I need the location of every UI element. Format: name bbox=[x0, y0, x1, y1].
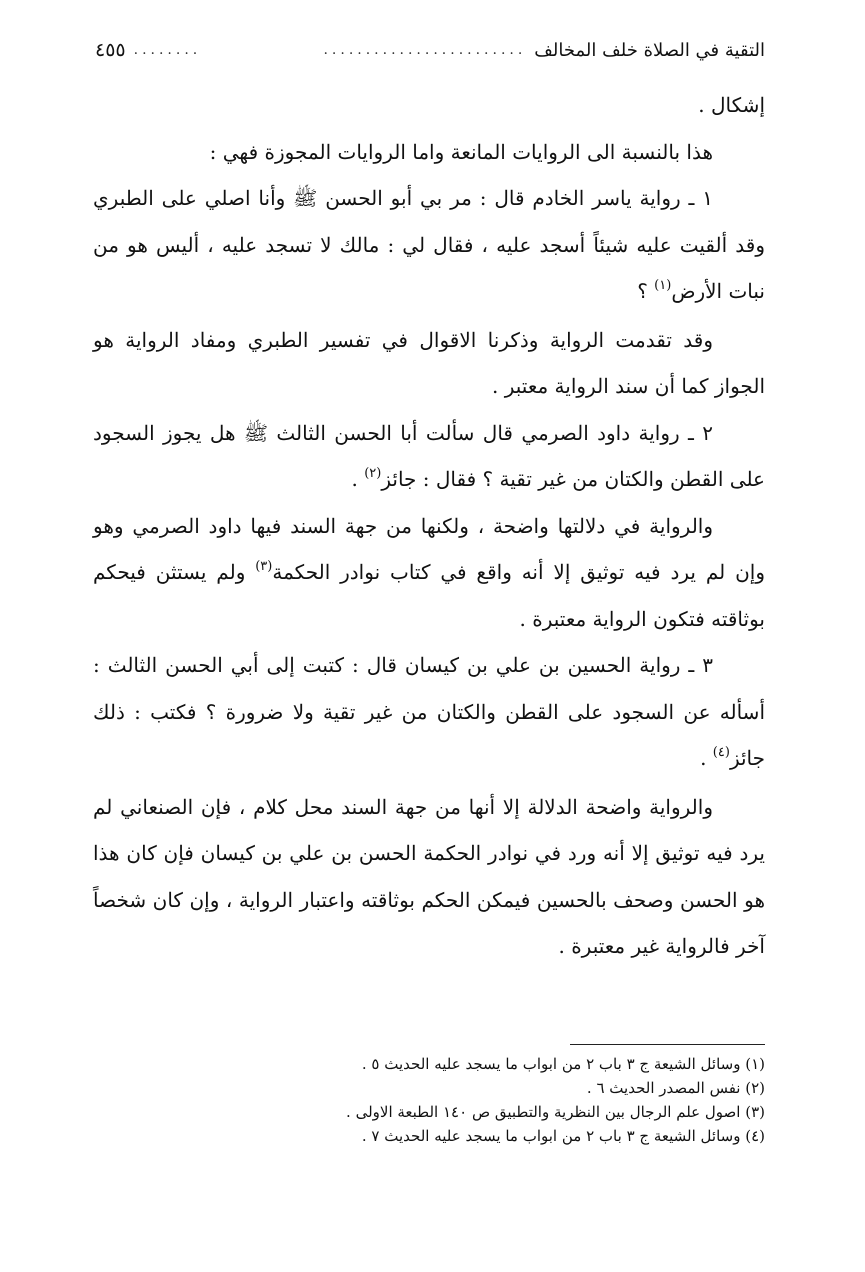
header-leader-dots-short: ........ bbox=[133, 42, 202, 58]
paragraph-6: والرواية في دلالتها واضحة ، ولكنها من جهة السند فيها داود الصرمي وهو وإن لم يرد فيه توثيق إلا أنه واقع في كتاب نوادر الحكمة$^{(٣)}$ ولم يستثن فيحكم بوثاقته فتكون الرواية معتبرة . bbox=[93, 513, 766, 631]
footnote-ref-3: (٣) bbox=[255, 559, 273, 574]
header-leader-dots: ........................ bbox=[323, 42, 527, 58]
footnote-3: (٣) اصول علم الرجال بين النظرية والتطبيق ص ١٤٠ الطبعة الاولى . bbox=[346, 1103, 765, 1121]
footnote-1: (١) وسائل الشيعة ج ٣ باب ٢ من ابواب ما يسجد عليه الحديث ٥ . bbox=[361, 1055, 765, 1073]
footnotes bbox=[240, 1052, 765, 1148]
running-header bbox=[95, 30, 765, 70]
footnote-divider bbox=[570, 1044, 765, 1045]
paragraph-5: ٢ ـ رواية داود الصرمي قال سألت أبا الحسن الثالث ﷺ هل يجوز السجود على القطن والكتان من غير تقية ؟ فقال : جائز$^{(٢)}$ . bbox=[93, 420, 765, 491]
paragraph-4: وقد تقدمت الرواية وذكرنا الاقوال في تفسير الطبري ومفاد الرواية هو الجواز كما أن سند الرواية معتبر . bbox=[93, 327, 765, 398]
footnote-ref-2: (٢) bbox=[364, 466, 382, 481]
footnote-2: (٢) نفس المصدر الحديث ٦ . bbox=[586, 1079, 765, 1097]
footnote-ref-1: (١) bbox=[654, 278, 672, 293]
page-number: ٤٥٥ bbox=[95, 39, 126, 61]
main-text bbox=[93, 82, 765, 970]
paragraph-3: ١ ـ رواية ياسر الخادم قال : مر بي أبو الحسن ﷺ وأنا اصلي على الطبري وقد ألقيت عليه شيئاً أسجد عليه ، فقال لي : مالك لا تسجد عليه ، أليس هو من نبات الأرض$^{(١)}$ ؟ bbox=[93, 186, 765, 303]
footnote-4: (٤) وسائل الشيعة ج ٣ باب ٢ من ابواب ما يسجد عليه الحديث ٧ . bbox=[361, 1127, 765, 1145]
paragraph-2: هذا بالنسبة الى الروايات المانعة واما الروايات المجوزة فهي : bbox=[209, 139, 713, 164]
paragraph-7: ٣ ـ رواية الحسين بن علي بن كيسان قال : كتبت إلى أبي الحسن الثالث : أسأله عن السجود على القطن والكتان من غير تقية ولا ضرورة ؟ فكتب : ذلك جائز$^{(٤)}$ . bbox=[93, 653, 765, 770]
paragraph-8: والرواية واضحة الدلالة إلا أنها من جهة السند محل كلام ، فإن الصنعاني لم يرد فيه توثيق إلا أنه ورد في نوادر الحكمة الحسن بن علي بن كيسان فإن كان هذا هو الحسن وصحف بالحسين فيمكن الحكم بوثاقته واعتبار الرواية ، وإن كان شخصاً آخر فالرواية غير معتبرة . bbox=[93, 794, 765, 958]
paragraph-1: إشكال . bbox=[698, 93, 765, 117]
footnote-ref-4: (٤) bbox=[712, 745, 730, 760]
header-title: التقية في الصلاة خلف المخالف bbox=[534, 39, 765, 61]
